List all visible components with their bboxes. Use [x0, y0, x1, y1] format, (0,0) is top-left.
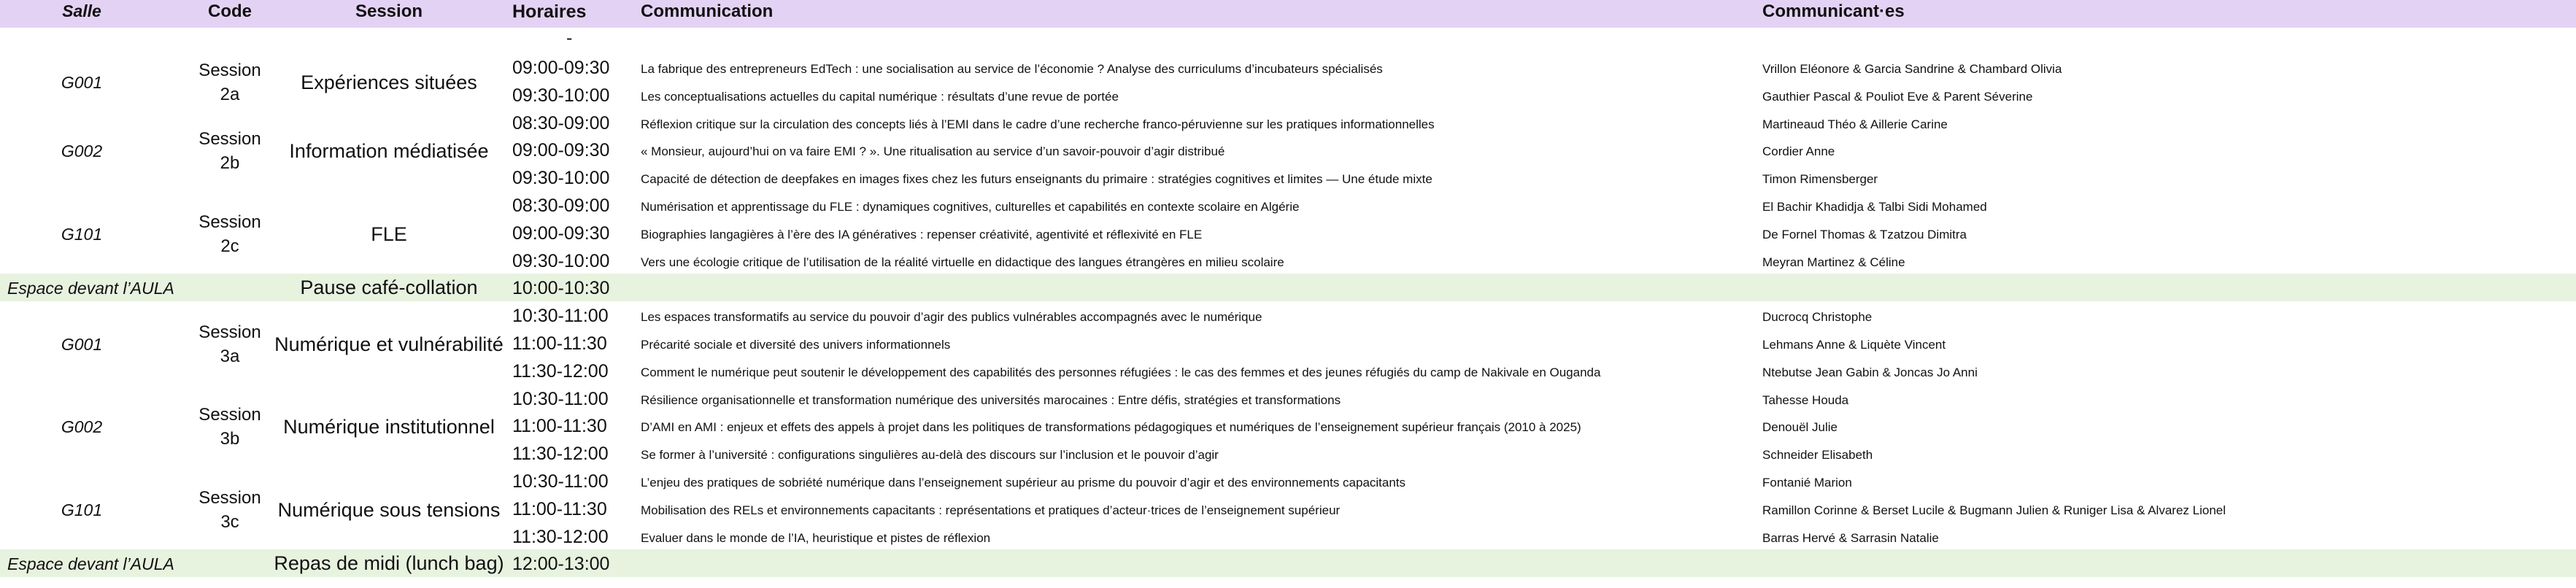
communicants: Meyran Martinez & Céline [1762, 255, 1905, 269]
session-code-line2: 2b [220, 153, 240, 174]
session-code-line1: Session [198, 212, 261, 232]
session-name: Numérique institutionnel [283, 416, 495, 438]
communicants: Martineaud Théo & Aillerie Carine [1762, 117, 1948, 131]
communicants: El Bachir Khadidja & Talbi Sidi Mohamed [1762, 200, 1987, 214]
communication-title: Réflexion critique sur la circulation des concepts liés à l’EMI dans le cadre d’une recherche franco-péruvienne sur les pratiques informationnelles [641, 117, 1435, 131]
communication-title: « Monsieur, aujourd’hui on va faire EMI ? ». Une ritualisation au service d’un savoir-pouvoir d’agir distribué [641, 144, 1225, 159]
break-location: Espace devant l’AULA [7, 554, 174, 574]
header-session: Session [355, 1, 423, 21]
time-slot: 09:30-10:00 [512, 85, 610, 106]
session-code-line1: Session [198, 129, 261, 150]
session-name: Information médiatisée [289, 140, 489, 163]
communicants: Denouël Julie [1762, 420, 1838, 435]
communicants: Tahesse Houda [1762, 392, 1849, 407]
break-location: Espace devant l’AULA [7, 279, 174, 298]
break-time: 10:00-10:30 [512, 278, 610, 299]
header-communication: Communication [641, 1, 774, 21]
time-slot: 11:30-12:00 [512, 360, 609, 382]
communicants: Ntebutse Jean Gabin & Joncas Jo Anni [1762, 365, 1978, 379]
communication-title: D’AMI en AMI : enjeux et effets des appels à projet dans les politiques de transformations pédagogiques et numériques de l’enseignement supérieur français (2010 à 2025) [641, 420, 1581, 435]
header-code: Code [208, 1, 252, 21]
communication-title: Biographies langagières à l’ère des IA génératives : repenser créativité, agentivité et réflexivité en FLE [641, 227, 1203, 241]
time-slot: 10:30-11:00 [512, 306, 609, 327]
session-room: G002 [61, 417, 103, 437]
communication-title: Les espaces transformatifs au service du pouvoir d’agir des publics vulnérables accompagnés avec le numérique [641, 310, 1262, 325]
communicants: Gauthier Pascal & Pouliot Eve & Parent Séverine [1762, 89, 2033, 104]
time-slot: 10:30-11:00 [512, 388, 609, 409]
communicants: Cordier Anne [1762, 144, 1835, 159]
session-room: G101 [61, 224, 103, 244]
time-slot: 10:30-11:00 [512, 471, 609, 492]
communicants: Schneider Elisabeth [1762, 448, 1873, 463]
communication-title: L’enjeu des pratiques de sobriété numérique dans l’enseignement supérieur au prisme du pouvoir d’agir et des environnements capacitants [641, 476, 1406, 490]
communication-title: Comment le numérique peut soutenir le développement des capabilités des personnes réfugiées : le cas des femmes et des jeunes réfugiés du camp de Nakivale en Ouganda [641, 365, 1601, 379]
communication-title: La fabrique des entrepreneurs EdTech : une socialisation au service de l’économie ? Analyse des curriculums d’incubateurs spécialisés [641, 62, 1383, 76]
session-code-line2: 3c [220, 511, 239, 532]
time-slot: 11:00-11:30 [512, 416, 607, 437]
break-label: Repas de midi (lunch bag) [274, 552, 504, 575]
header-salle: Salle [62, 1, 101, 20]
communication-title: Précarité sociale et diversité des univers informationnels [641, 338, 951, 352]
communication-title: Vers une écologie critique de l’utilisation de la réalité virtuelle en didactique des langues étrangères en milieu scolaire [641, 255, 1284, 269]
header-horaires: Horaires [512, 1, 587, 22]
header-communicants: Communicant·es [1762, 1, 1905, 21]
communicants: Fontanié Marion [1762, 476, 1852, 490]
session-code-line2: 3b [220, 429, 240, 449]
time-slot: 11:00-11:30 [512, 498, 607, 519]
time-slot: 09:30-10:00 [512, 250, 610, 271]
time-slot: 11:30-12:00 [512, 526, 609, 547]
session-code-line1: Session [198, 487, 261, 508]
session-room: G101 [61, 500, 103, 519]
break-label: Pause café-collation [300, 276, 478, 299]
communication-title: Mobilisation des RELs et environnements capacitants : représentations et pratiques d’acteur·trices de l’enseignement supérieur [641, 503, 1341, 517]
time-slot: 11:00-11:30 [512, 333, 607, 354]
communicants: Lehmans Anne & Liquète Vincent [1762, 338, 1946, 352]
session-code-line1: Session [198, 405, 261, 425]
communication-title: Les conceptualisations actuelles du capital numérique : résultats d’une revue de portée [641, 89, 1119, 104]
communicants: Barras Hervé & Sarrasin Natalie [1762, 530, 1939, 545]
session-name: Expériences situées [301, 71, 477, 93]
communicants: De Fornel Thomas & Tzatzou Dimitra [1762, 227, 1967, 241]
time-slot: 08:30-09:00 [512, 196, 610, 216]
session-code-line1: Session [198, 60, 261, 80]
session-name: Numérique et vulnérabilité [274, 333, 504, 355]
time-slot: 11:30-12:00 [512, 444, 609, 465]
communication-title: Résilience organisationnelle et transformation numérique des universités marocaines : Entre défis, stratégies et transformations [641, 392, 1341, 407]
session-room: G002 [61, 142, 103, 161]
time-slot: 09:30-10:00 [512, 168, 610, 189]
session-room: G001 [61, 72, 103, 92]
communicants: Ducrocq Christophe [1762, 310, 1873, 325]
communication-title: Evaluer dans le monde de l’IA, heuristique et pistes de réflexion [641, 530, 991, 545]
session-code-line2: 3a [220, 346, 240, 366]
session-code-line2: 2c [220, 236, 239, 256]
communicants: Ramillon Corinne & Berset Lucile & Bugmann Julien & Runiger Lisa & Alvarez Lionel [1762, 503, 2226, 517]
communication-title: Se former à l’université : configurations singulières au-delà des discours sur l’inclusion et le pouvoir d’agir [641, 448, 1219, 463]
break-time: 12:00-13:00 [512, 554, 610, 575]
session-name: Numérique sous tensions [277, 498, 501, 521]
communicants: Vrillon Eléonore & Garcia Sandrine & Chambard Olivia [1762, 62, 2062, 76]
communication-title: Numérisation et apprentissage du FLE : dynamiques cognitives, culturelles et capabilités en contexte scolaire en Algérie [641, 200, 1300, 214]
session-room: G001 [61, 334, 103, 354]
time-slot: 08:30-09:00 [512, 112, 610, 134]
session-code-line1: Session [198, 322, 261, 342]
time-slot: 09:00-09:30 [512, 140, 610, 161]
session-code-line2: 2a [220, 84, 240, 104]
communication-title: Capacité de détection de deepfakes en images fixes chez les futurs enseignants du primaire : stratégies cognitives et limites — Une étude mixte [641, 172, 1432, 187]
session-name: FLE [371, 223, 407, 245]
communicants: Timon Rimensberger [1762, 172, 1878, 187]
time-slot: 09:00-09:30 [512, 223, 610, 244]
time-slot: 09:00-09:30 [512, 58, 610, 78]
stray-dash: - [566, 28, 573, 48]
